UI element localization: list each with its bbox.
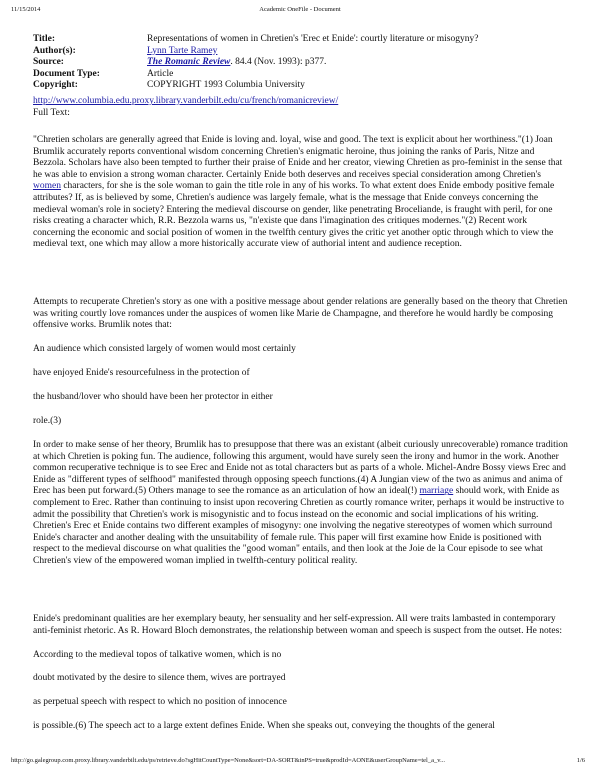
quote-1-line-4: role.(3) xyxy=(33,416,62,426)
women-link[interactable]: women xyxy=(33,181,61,192)
source-row xyxy=(33,57,573,69)
p1-text-a: "Chretien scholars are generally agreed that Enide is loving and. loyal, wise and good. The text is explicit about her worthiness."(1) Joan Brumlik accurately reports conventional wisdom concerning Chretien's enigmatic heroine, thus joining the ranks of Paris, Nitze and Bezzola. Scholars have also been tempted to further their praise of Enide and her creator, viewing Chretien as pro-feminist in the sense that he was able to envision a strong woman character. Certainly Enide both deserves and receives special consideration among Chretien's xyxy=(33,135,563,180)
quote-2-line-2: doubt motivated by the desire to silence them, wives are portrayed xyxy=(33,673,286,683)
quote-1-line-3: the husband/lover who should have been her protector in either xyxy=(33,392,273,402)
quote-2-line-1: According to the medieval topos of talkative women, which is no xyxy=(33,650,282,660)
doctype-value: Article xyxy=(147,68,174,79)
journal-link[interactable]: The Romanic Review xyxy=(147,57,231,68)
p3-text-b: should work, with Enide as complement to Erec. Rather than continuing to insist upon recovering Chretien as courtly romance writer, perhaps it would be instructive to admit the possibility that Chretien's work is misogynistic and to focus instead on the economic and social implications of his writing. Chretien's Erec et Enide contains two different examples of misogyny: one involving the negative stereotypes of women which surround Enide's character and another dealing with the unsuitability of female rule. This paper will first examine how Enide is positioned with respect to the medieval discourse on what qualities the "good woman" entails, and then look at the Joie de la Cour episode to see what Chretien's view of the empowered woman implied in twelfth-century political reality. xyxy=(33,486,564,566)
print-date: 11/15/2014 xyxy=(11,6,41,13)
article-title: Representations of women in Chretien's 'Erec et Enide': courtly literature or misogyny? xyxy=(147,34,479,44)
page-header xyxy=(0,6,600,20)
site-title: Academic OneFile - Document xyxy=(259,6,341,13)
marriage-link[interactable]: marriage xyxy=(419,486,454,497)
paragraph-4: Enide's predominant qualities are her exemplary beauty, her sensuality and her self-expression. All were traits lambasted in contemporary anti-feminist rhetoric. As R. Howard Bloch demonstrates, the relationship between woman and speech is suspect from the outset. He notes: xyxy=(33,614,562,636)
copyright-label: Copyright: xyxy=(33,80,78,91)
copyright-value: COPYRIGHT 1993 Columbia University xyxy=(147,80,305,91)
author-row xyxy=(33,46,573,58)
journal-url-link[interactable]: http://www.columbia.edu.proxy.library.vanderbilt.edu/cu/french/romanicreview/ xyxy=(33,96,339,106)
citation-block xyxy=(33,34,573,92)
paragraph-5-start: is possible.(6) The speech act to a large extent defines Enide. When she speaks out, conveying the thoughts of the general xyxy=(33,721,495,731)
title-row xyxy=(33,34,573,46)
quote-1-line-2: have enjoyed Enide's resourcefulness in the protection of xyxy=(33,368,250,378)
paragraph-1 xyxy=(33,135,569,251)
quote-1-line-1: An audience which consisted largely of women would most certainly xyxy=(33,344,296,354)
full-text-label: Full Text: xyxy=(33,108,70,118)
doctype-label: Document Type: xyxy=(33,68,100,79)
copyright-row xyxy=(33,80,573,92)
page-footer xyxy=(11,757,591,764)
source-label: Source: xyxy=(33,57,64,68)
footer-url: http://go.galegroup.com.proxy.library.vanderbilt.edu/ps/retrieve.do?sgHitCountType=None&sort=DA-SORT&inPS=true&prodId=AONE&userGroupName=tel_a_v... xyxy=(11,757,445,764)
doctype-row xyxy=(33,69,573,81)
p3-text-a: In order to make sense of her theory, Brumlik has to presuppose that there was an existant (albeit curiously unrecoverable) romance tradition at which Chretien is poking fun. The audience, following this argument, would have surely seen the irony and humor in the work. Another common recuperative technique is to see Erec and Enide not as total characters but as parts of a whole. Michel-Andre Bossy views Erec and Enide as "different types of selfhood" manifested through opposing speech functions.(4) A Jungian view of the two as animus and anima of Erec has been put forward.(5) Others manage to see the romance as an articulation of how an ideal(!) xyxy=(33,440,568,497)
author-link[interactable]: Lynn Tarte Ramey xyxy=(147,45,218,56)
paragraph-3 xyxy=(33,440,569,568)
p1-text-b: characters, for she is the sole woman to gain the title role in any of his works. To what extent does Enide embody positive female attributes? If, as is believed by some, Chretien's audience was largely female, what is the message that Enide conveys concerning the medieval woman's role in society? Entering the medieval discourse on gender, like penetrating Broceliande, is fraught with peril, for one risks creating a character which, R.R. Bezzola warns us, "n'existe que dans l'imagination des critiques modernes."(2) Recent work concerning the economic and social position of women in the twelfth century gives the critic yet another optic through which to view the medieval text, one which may allow a more historically accurate view of authorial intent and audience reception. xyxy=(33,181,555,250)
author-label: Author(s): xyxy=(33,45,76,56)
page-number: 1/6 xyxy=(576,757,585,764)
title-label: Title: xyxy=(33,34,55,44)
source-details: . 84.4 (Nov. 1993): p377. xyxy=(230,57,327,68)
paragraph-2: Attempts to recuperate Chretien's story as one with a positive message about gender relations are generally based on the theory that Chretien was writing courtly love romances under the auspices of women like Marie de Champagne, and therefore he would hardly be composing offensive works. Brumlik notes that: xyxy=(33,297,568,331)
quote-2-line-3: as perpetual speech with respect to which no position of innocence xyxy=(33,697,287,707)
